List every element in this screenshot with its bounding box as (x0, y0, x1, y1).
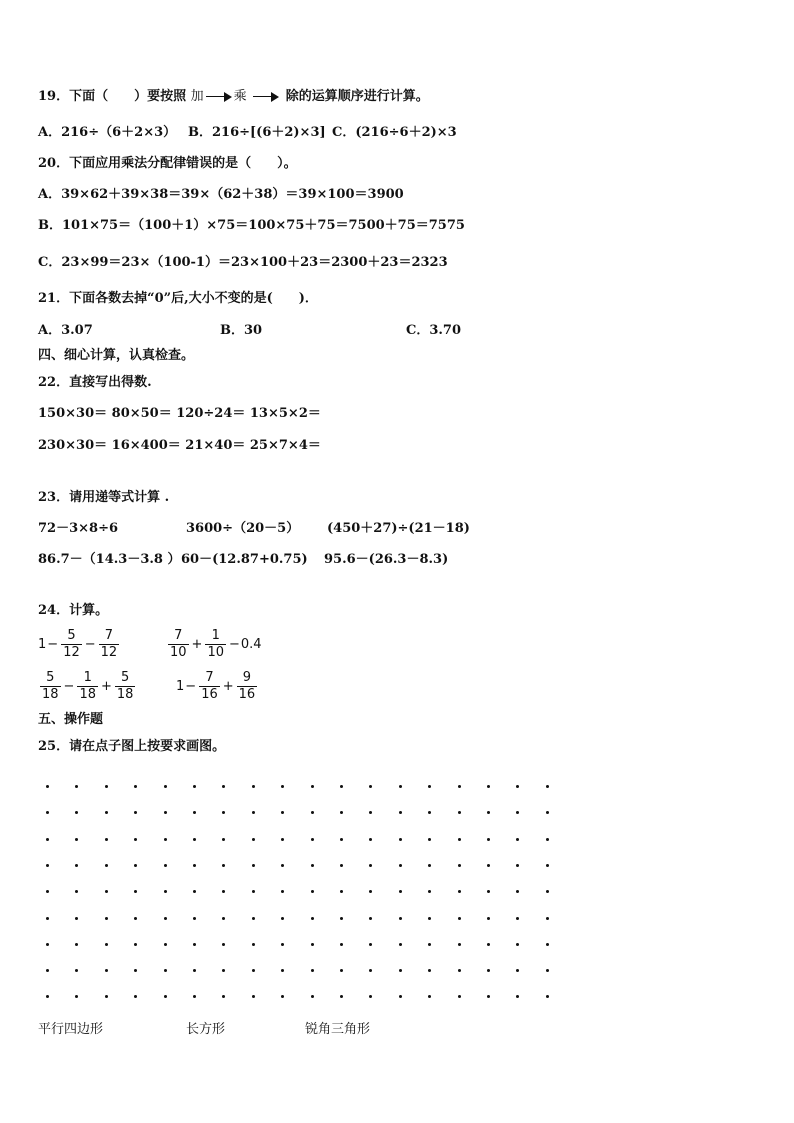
grid-dot[interactable] (428, 917, 431, 920)
grid-dot[interactable] (105, 838, 108, 841)
grid-dot[interactable] (252, 943, 255, 946)
grid-dot[interactable] (164, 811, 167, 814)
grid-dot[interactable] (428, 890, 431, 893)
grid-dot[interactable] (428, 969, 431, 972)
grid-dot[interactable] (193, 969, 196, 972)
grid-dot[interactable] (516, 864, 519, 867)
grid-dot[interactable] (281, 811, 284, 814)
grid-dot[interactable] (193, 811, 196, 814)
grid-dot[interactable] (75, 969, 78, 972)
grid-dot[interactable] (193, 864, 196, 867)
grid-dot[interactable] (458, 917, 461, 920)
grid-dot[interactable] (134, 969, 137, 972)
grid-dot[interactable] (399, 838, 402, 841)
fraction: $\frac{1}{18}$ (79, 670, 96, 702)
grid-dot[interactable] (134, 943, 137, 946)
grid-dot[interactable] (458, 969, 461, 972)
grid-dot[interactable] (546, 838, 549, 841)
grid-dot[interactable] (311, 864, 314, 867)
q24-expression-2 (166, 628, 262, 661)
operator: + (191, 637, 203, 652)
grid-dot[interactable] (164, 864, 167, 867)
grid-dot[interactable] (546, 917, 549, 920)
q23-expr: (450＋27)÷(21－18) (327, 521, 470, 536)
q23-expr: 72－3×8÷6 (38, 521, 119, 536)
operator: + (101, 679, 112, 694)
grid-dot[interactable] (281, 917, 284, 920)
grid-dot[interactable] (105, 890, 108, 893)
grid-dot[interactable] (46, 864, 49, 867)
grid-dot[interactable] (193, 917, 196, 920)
grid-dot[interactable] (399, 890, 402, 893)
grid-dot[interactable] (75, 838, 78, 841)
q23-expr: 95.6－(26.3－8.3) (324, 552, 449, 567)
grid-dot[interactable] (369, 995, 372, 998)
q24-stem: 24．计算。 (38, 603, 109, 618)
grid-dot[interactable] (46, 969, 49, 972)
grid-dot[interactable] (252, 995, 255, 998)
grid-dot[interactable] (281, 785, 284, 788)
grid-dot[interactable] (281, 864, 284, 867)
grid-dot[interactable] (164, 917, 167, 920)
grid-dot[interactable] (487, 995, 490, 998)
grid-dot[interactable] (340, 785, 343, 788)
grid-dot[interactable] (340, 864, 343, 867)
grid-dot[interactable] (193, 785, 196, 788)
grid-dot[interactable] (546, 890, 549, 893)
grid-dot[interactable] (105, 917, 108, 920)
q20-option-b[interactable]: B．101×75＝（100＋1）×75＝100×75＋75＝7500＋75＝7575 (38, 218, 465, 233)
grid-dot[interactable] (487, 917, 490, 920)
q21-option-a[interactable]: A．3.07 (38, 323, 93, 338)
grid-dot[interactable] (546, 995, 549, 998)
grid-dot[interactable] (369, 811, 372, 814)
grid-dot[interactable] (458, 943, 461, 946)
grid-dot[interactable] (546, 811, 549, 814)
grid-dot[interactable] (105, 995, 108, 998)
q24-expression-1: 1 − $\frac{5}{12}$ − $\frac{7}{12}$ (38, 628, 118, 660)
grid-dot[interactable] (311, 838, 314, 841)
q22-row-2: 230×30＝ 16×400＝ 21×40＝ 25×7×4＝ (38, 438, 321, 453)
grid-dot[interactable] (428, 864, 431, 867)
q23-expr: 60－(12.87+0.75) (181, 552, 308, 567)
grid-dot[interactable] (134, 864, 137, 867)
grid-dot[interactable] (369, 917, 372, 920)
q21-option-c[interactable]: C．3.70 (406, 323, 462, 338)
grid-dot[interactable] (369, 838, 372, 841)
grid-dot[interactable] (193, 890, 196, 893)
grid-dot[interactable] (487, 785, 490, 788)
grid-dot[interactable] (311, 995, 314, 998)
section-4-heading: 四、细心计算，认真检查。 (38, 348, 195, 363)
grid-dot[interactable] (222, 864, 225, 867)
fraction: $\frac{5}{18}$ (42, 670, 59, 702)
grid-dot[interactable] (311, 917, 314, 920)
grid-dot[interactable] (546, 943, 549, 946)
grid-dot[interactable] (487, 890, 490, 893)
fraction: $\frac{9}{16}$ (238, 670, 256, 702)
grid-dot[interactable] (311, 811, 314, 814)
q23-stem: 23．请用递等式计算 . (38, 490, 170, 505)
grid-dot[interactable] (252, 811, 255, 814)
decimal-number: 0.4 (240, 637, 262, 652)
grid-dot[interactable] (252, 838, 255, 841)
q19-prefix: 19．下面（ ）要按照 (38, 89, 187, 104)
grid-dot[interactable] (546, 969, 549, 972)
grid-dot[interactable] (340, 969, 343, 972)
grid-dot[interactable] (340, 943, 343, 946)
grid-dot[interactable] (252, 969, 255, 972)
grid-dot[interactable] (458, 890, 461, 893)
grid-dot[interactable] (222, 811, 225, 814)
grid-dot[interactable] (428, 811, 431, 814)
grid-dot[interactable] (369, 890, 372, 893)
caption-parallelogram: 平行四边形 (38, 1022, 104, 1037)
q20-option-a[interactable]: A．39×62＋39×38＝39×（62＋38）＝39×100＝3900 (38, 187, 404, 202)
arrow-right-icon (206, 92, 232, 102)
q19-op-multiply: 乘 (233, 89, 247, 104)
grid-dot[interactable] (369, 943, 372, 946)
grid-dot[interactable] (222, 785, 225, 788)
grid-dot[interactable] (75, 864, 78, 867)
grid-dot[interactable] (340, 811, 343, 814)
q23-expr: 86.7－（14.3－3.8 ） (38, 552, 181, 567)
grid-dot[interactable] (193, 838, 196, 841)
grid-dot[interactable] (105, 969, 108, 972)
q24-expression-3 (38, 670, 137, 703)
q25-stem: 25．请在点子图上按要求画图。 (38, 739, 226, 754)
grid-dot[interactable] (252, 917, 255, 920)
grid-dot[interactable] (46, 811, 49, 814)
operator: − (63, 679, 75, 694)
grid-dot[interactable] (428, 785, 431, 788)
grid-dot[interactable] (281, 890, 284, 893)
grid-dot[interactable] (222, 917, 225, 920)
grid-dot[interactable] (340, 838, 343, 841)
grid-dot[interactable] (46, 838, 49, 841)
q22-stem: 22．直接写出得数. (38, 375, 152, 390)
grid-dot[interactable] (311, 943, 314, 946)
fraction: $\frac{1}{10}$ (207, 628, 224, 660)
grid-dot[interactable] (46, 917, 49, 920)
grid-dot[interactable] (193, 943, 196, 946)
whole-number: 1 (38, 637, 47, 652)
grid-dot[interactable] (105, 943, 108, 946)
fraction: $\frac{5}{18}$ (116, 670, 134, 702)
grid-dot[interactable] (75, 917, 78, 920)
operator: − (229, 637, 240, 652)
grid-dot[interactable] (164, 969, 167, 972)
grid-dot[interactable] (516, 917, 519, 920)
grid-dot[interactable] (516, 943, 519, 946)
arrow-right-icon (253, 92, 279, 102)
grid-dot[interactable] (399, 943, 402, 946)
grid-dot[interactable] (105, 811, 108, 814)
grid-dot[interactable] (222, 943, 225, 946)
fraction: $\frac{7}{10}$ (170, 628, 187, 660)
grid-dot[interactable] (46, 943, 49, 946)
grid-dot[interactable] (164, 890, 167, 893)
question-19 (38, 88, 429, 106)
grid-dot[interactable] (134, 890, 137, 893)
grid-dot[interactable] (340, 890, 343, 893)
grid-dot[interactable] (399, 811, 402, 814)
grid-dot[interactable] (46, 995, 49, 998)
grid-dot[interactable] (281, 838, 284, 841)
grid-dot[interactable] (311, 785, 314, 788)
grid-dot[interactable] (399, 917, 402, 920)
grid-dot[interactable] (222, 838, 225, 841)
grid-dot[interactable] (399, 969, 402, 972)
q19-option-b[interactable]: B．216÷[(6＋2)×3] (188, 125, 326, 140)
grid-dot[interactable] (516, 890, 519, 893)
section-5-heading: 五、操作题 (38, 712, 104, 727)
grid-dot[interactable] (487, 811, 490, 814)
q20-stem: 20．下面应用乘法分配律错误的是（ ）。 (38, 156, 297, 171)
grid-dot[interactable] (458, 838, 461, 841)
grid-dot[interactable] (105, 864, 108, 867)
grid-dot[interactable] (546, 864, 549, 867)
grid-dot[interactable] (428, 943, 431, 946)
grid-dot[interactable] (75, 995, 78, 998)
q22-row-1: 150×30＝ 80×50＝ 120÷24＝ 13×5×2＝ (38, 406, 321, 421)
grid-dot[interactable] (487, 838, 490, 841)
grid-dot[interactable] (252, 890, 255, 893)
grid-dot[interactable] (487, 969, 490, 972)
grid-dot[interactable] (458, 864, 461, 867)
grid-dot[interactable] (516, 811, 519, 814)
whole-number: 1 (176, 679, 185, 694)
grid-dot[interactable] (281, 943, 284, 946)
grid-dot[interactable] (311, 969, 314, 972)
grid-dot[interactable] (369, 969, 372, 972)
q19-op-add: 加 (190, 89, 204, 104)
grid-dot[interactable] (134, 917, 137, 920)
grid-dot[interactable] (46, 890, 49, 893)
grid-dot[interactable] (222, 995, 225, 998)
grid-dot[interactable] (164, 785, 167, 788)
grid-dot[interactable] (428, 995, 431, 998)
grid-dot[interactable] (428, 838, 431, 841)
q24-expression-4: 1 − $\frac{7}{16}$ + $\frac{9}{16}$ (176, 670, 256, 702)
grid-dot[interactable] (399, 864, 402, 867)
grid-dot[interactable] (516, 995, 519, 998)
q19-option-c[interactable]: C．(216÷6＋2)×3 (332, 125, 457, 140)
grid-dot[interactable] (164, 995, 167, 998)
fraction: $\frac{5}{12}$ (63, 628, 80, 660)
grid-dot[interactable] (399, 995, 402, 998)
grid-dot[interactable] (193, 995, 196, 998)
grid-dot[interactable] (340, 917, 343, 920)
grid-dot[interactable] (105, 785, 108, 788)
grid-dot[interactable] (46, 785, 49, 788)
operator: + (222, 679, 234, 694)
grid-dot[interactable] (222, 890, 225, 893)
grid-dot[interactable] (134, 785, 137, 788)
grid-dot[interactable] (458, 785, 461, 788)
fraction: $\frac{7}{12}$ (100, 628, 118, 660)
q19-option-a[interactable]: A．216÷（6＋2×3） (38, 125, 177, 140)
fraction: $\frac{7}{16}$ (201, 670, 218, 702)
q21-stem: 21．下面各数去掉“0”后,大小不变的是( )． (38, 291, 318, 306)
grid-dot[interactable] (487, 943, 490, 946)
grid-dot[interactable] (458, 995, 461, 998)
grid-dot[interactable] (75, 785, 78, 788)
grid-dot[interactable] (399, 785, 402, 788)
q21-option-b[interactable]: B．30 (220, 323, 263, 338)
caption-acute-triangle: 锐角三角形 (305, 1022, 371, 1037)
grid-dot[interactable] (222, 969, 225, 972)
q20-option-c[interactable]: C．23×99＝23×（100-1）＝23×100＋23＝2300＋23＝2323 (38, 255, 448, 270)
grid-dot[interactable] (281, 969, 284, 972)
grid-dot[interactable] (487, 864, 490, 867)
grid-dot[interactable] (546, 785, 549, 788)
operator: − (84, 637, 96, 652)
grid-dot[interactable] (369, 785, 372, 788)
grid-dot[interactable] (75, 943, 78, 946)
grid-dot[interactable] (134, 838, 137, 841)
grid-dot[interactable] (516, 969, 519, 972)
grid-dot[interactable] (252, 785, 255, 788)
grid-dot[interactable] (164, 838, 167, 841)
grid-dot[interactable] (516, 785, 519, 788)
grid-dot[interactable] (134, 811, 137, 814)
q19-suffix: 除的运算顺序进行计算。 (285, 89, 429, 104)
q23-expr: 3600÷（20－5） (186, 521, 300, 536)
grid-dot[interactable] (75, 890, 78, 893)
grid-dot[interactable] (164, 943, 167, 946)
grid-dot[interactable] (281, 995, 284, 998)
grid-dot[interactable] (134, 995, 137, 998)
grid-dot[interactable] (75, 811, 78, 814)
grid-dot[interactable] (516, 838, 519, 841)
caption-rectangle: 长方形 (186, 1022, 226, 1037)
grid-dot[interactable] (340, 995, 343, 998)
grid-dot[interactable] (311, 890, 314, 893)
grid-dot[interactable] (369, 864, 372, 867)
grid-dot[interactable] (252, 864, 255, 867)
grid-dot[interactable] (458, 811, 461, 814)
